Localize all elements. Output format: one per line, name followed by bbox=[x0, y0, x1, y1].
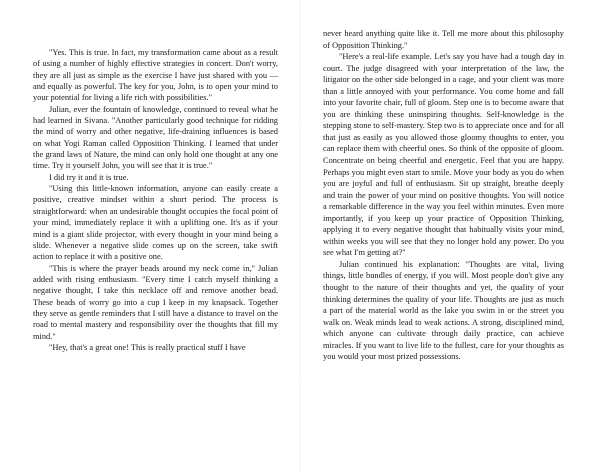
right-paragraph-1: never heard anything quite like it. Tell me more about this philosophy of Opposition Thinking." bbox=[323, 29, 564, 50]
left-paragraph-1: "Yes. This is true. In fact, my transformation came about as a result of using a number of highly effective strategies in concert. Don't worry, they are all just as simple as the exercise I have just shared with you — and equally as powerful. The key for you, John, is to open your mind to your potential for living a life rich with possibilities." bbox=[33, 48, 278, 103]
left-paragraph-5: "This is where the prayer beads around my neck come in," Julian added with rising enthusiasm. "Every time I catch myself thinking a negative thought, I take this necklace off and remove another bead. These beads of worry go into a cup I keep in my knapsack. Together they serve as gentle reminders that I still have a distance to travel on the road to mental mastery and responsibility over the thoughts that fill my mind." bbox=[33, 263, 278, 341]
left-paragraph-2: Julian, ever the fountain of knowledge, continued to reveal what he had learned in Sivana. "Another particularly good technique for ridding the mind of worry and other negative, life-draining influences is based on what Yogi Raman called Opposition Thinking. I learned that under the grand laws of Nature, the mind can only hold one thought at any one time. Try it yourself John, you will see that it is true." bbox=[33, 104, 278, 171]
right-page bbox=[300, 0, 600, 474]
right-paragraph-2: "Here's a real-life example. Let's say you have had a tough day in court. The judge disagreed with your interpretation of the law, the litigator on the other side belonged in a cage, and your client was more than a little annoyed with your performance. You come home and fall into your favorite chair, full of gloom. Step one is to become aware that you are thinking these uninspiring thoughts. Self-knowledge is the stepping stone to self-mastery. Step two is to appreciate once and for all that just as easily as you allowed those gloomy thoughts to enter, you can replace them with cheerful ones. So think of the opposite of gloom. Concentrate on being cheerful and energetic. Feel that you are happy. Perhaps you might even start to smile. Move your body as you do when you are joyful and full of enthusiasm. Sit up straight, breathe deeply and train the power of your mind on positive thoughts. You will notice a remarkable difference in the way you feel within minutes. Even more importantly, if you keep up your practice of Opposition Thinking, applying it to every negative thought that habitually visits your mind, within weeks you will see that they no longer hold any power. Do you see what I'm getting at?" bbox=[323, 52, 564, 258]
left-paragraph-6: "Hey, that's a great one! This is really practical stuff I have bbox=[48, 342, 246, 352]
right-paragraph-3: Julian continued his explanation: "Thoughts are vital, living things, little bundles of energy, if you will. Most people don't give any thought to the nature of their thoughts and yet, the quality of your thinking determines the quality of your life. Thoughts are just as much a part of the material world as the lake you swim in or the street you walk on. Weak minds lead to weak actions. A strong, disciplined mind, which anyone can cultivate through daily practice, can achieve miracles. If you want to live life to the fullest, care for your thoughts as you would your most prized possessions. bbox=[323, 259, 564, 362]
left-paragraph-4: "Using this little-known information, anyone can easily create a positive, creative mindset within a short period. The process is straightforward: when an undesirable thought occupies the focal point of your mind, immediately replace it with a uplifting one. It's as if your mind is a giant slide projector, with every thought in your mind being a slide. Whenever a negative slide comes up on the screen, take swift action to replace it with a positive one. bbox=[33, 184, 278, 262]
left-paragraph-3: I did try it and it is true. bbox=[48, 172, 129, 182]
